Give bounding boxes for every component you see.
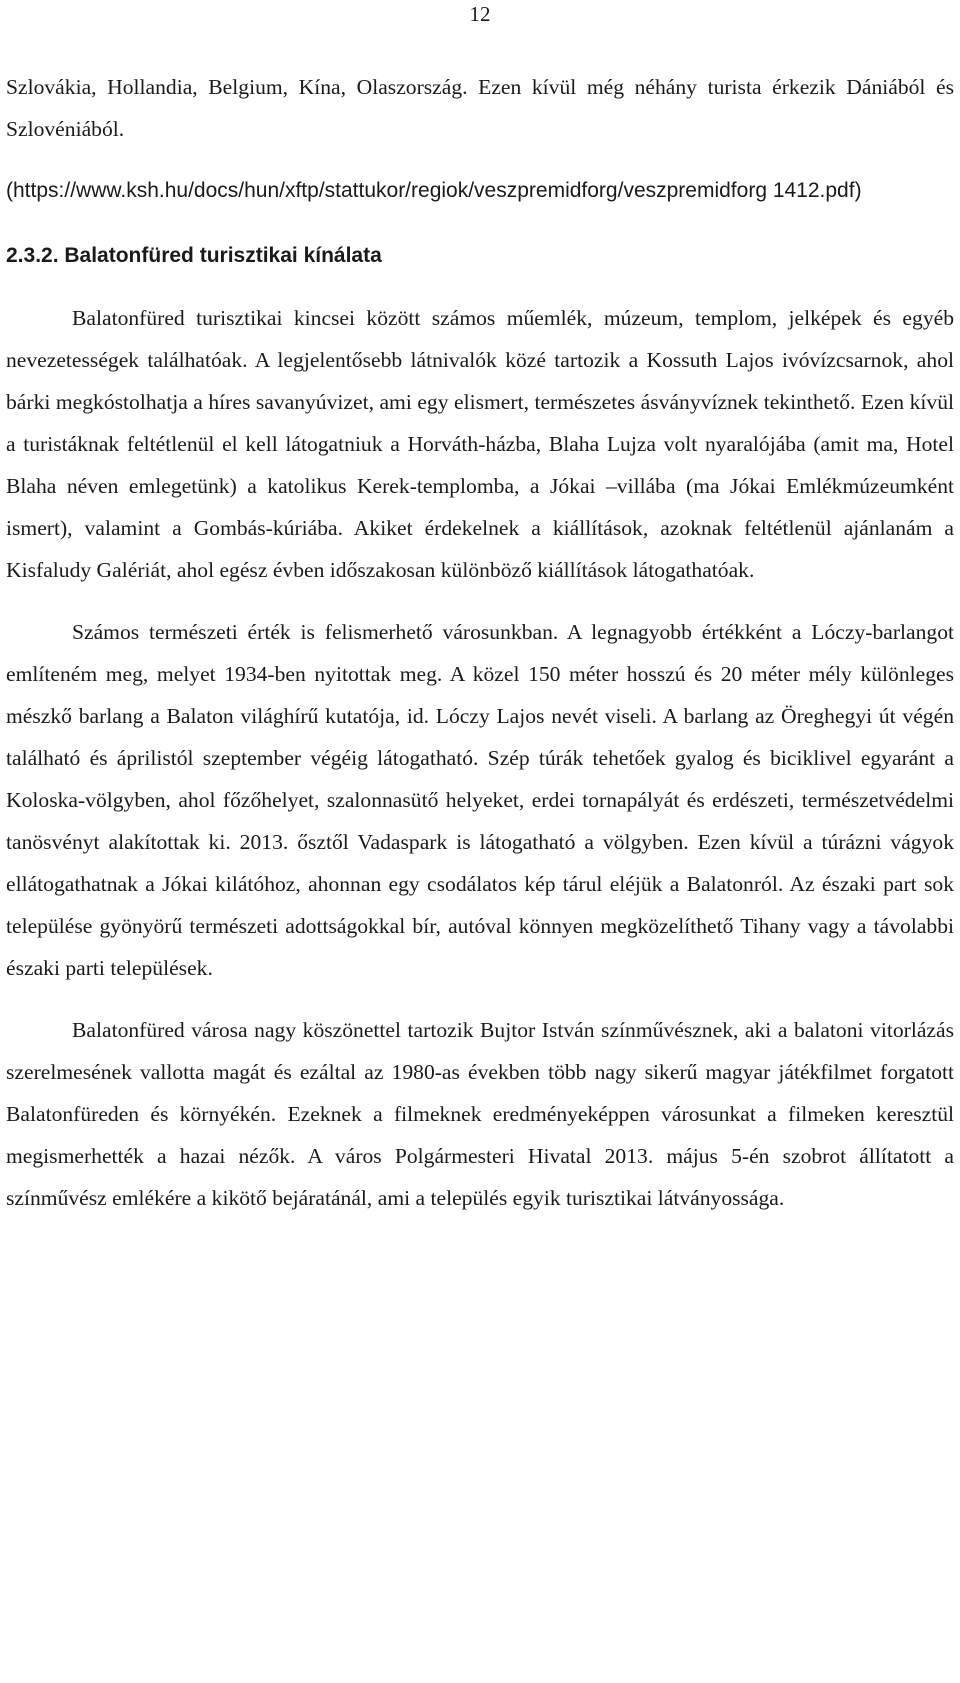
body-paragraph-3: Balatonfüred városa nagy köszönettel tartozik Bujtor István színművésznek, aki a balatoni vitorlázás szerelmesének vallotta magát és ezáltal az 1980-as években több nagy sikerű magyar játékfilmet forgatott Balatonfüreden és környékén. Ezeknek a filmeknek eredményeképpen városunkat a filmeken keresztül megismerhették a hazai nézők. A város Polgármesteri Hivatal 2013. május 5-én szobrot állítatott a színművész emlékére a kikötő bejáratánál, ami a település egyik turisztikai látványossága.: [6, 1018, 954, 1210]
body-paragraph-2: Számos természeti érték is felismerhető városunkban. A legnagyobb értékként a Lóczy-barlangot említeném meg, melyet 1934-ben nyitottak meg. A közel 150 méter hosszú és 20 méter mély különleges mészkő barlang a Balaton világhírű kutatója, id. Lóczy Lajos nevét viseli. A barlang az Öreghegyi út végén található és áprilistól szeptember végéig látogatható. Szép túrák tehetőek gyalog és biciklivel egyaránt a Koloska-völgyben, ahol főzőhelyet, szalonnasütő helyeket, erdei tornapályát és erdészeti, természetvédelmi tanösvényt alakítottak ki. 2013. ősztől Vadaspark is látogatható a völgyben. Ezen kívül a túrázni vágyok ellátogathatnak a Jókai kilátóhoz, ahonnan egy csodálatos kép tárul eléjük a Balatonról. Az északi part sok települése gyönyörű természeti adottságokkal bír, autóval könnyen megközelíthető Tihany vagy a távolabbi északi parti települések.: [6, 620, 954, 980]
body-paragraph-1: Balatonfüred turisztikai kincsei között számos műemlék, múzeum, templom, jelképek és egyéb nevezetességek találhatóak. A legjelentősebb látnivalók közé tartozik a Kossuth Lajos ivóvízcsarnok, ahol bárki megkóstolhatja a híres savanyúvizet, ami egy elismert, természetes ásványvíznek tekinthető. Ezen kívül a turistáknak feltétlenül el kell látogatniuk a Horváth-házba, Blaha Lujza volt nyaralójába (amit ma, Hotel Blaha néven emlegetünk) a katolikus Kerek-templomba, a Jókai –villába (ma Jókai Emlékmúzeumként ismert), valamint a Gombás-kúriába. Akiket érdekelnek a kiállítások, azoknak feltétlenül ajánlanám a Kisfaludy Galériát, ahol egész évben időszakosan különböző kiállítások látogathatóak.: [6, 306, 954, 582]
section-heading: 2.3.2. Balatonfüred turisztikai kínálata: [6, 244, 382, 267]
intro-paragraph: Szlovákia, Hollandia, Belgium, Kína, Olaszország. Ezen kívül még néhány turista érkezik Dániából és Szlovéniából.: [6, 75, 954, 141]
page-number: 12: [469, 2, 491, 26]
document-body: [6, 66, 954, 1219]
source-link[interactable]: (https://www.ksh.hu/docs/hun/xftp/stattukor/regiok/veszpremidforg/veszpremidforg 1412.pdf): [6, 179, 862, 202]
